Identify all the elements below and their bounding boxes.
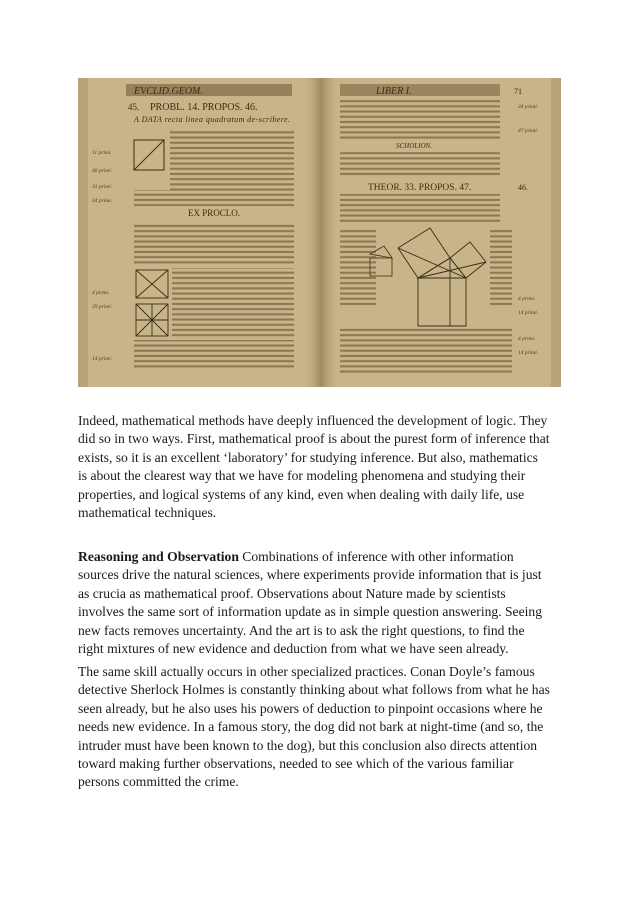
margin-note: 14 primi. <box>92 356 113 362</box>
text-line: Indeed, mathematical methods have deeply influenced the development of logic. They <box>78 413 548 428</box>
right-page-number: 71 <box>514 87 522 96</box>
margin-note: 46 primi. <box>92 168 113 174</box>
left-heading: PROBL. 14. PROPOS. 46. <box>150 102 258 113</box>
text-line: detective Sherlock Holmes is constantly thinking about what follows from what he has <box>78 682 550 698</box>
text-line: did so in two ways. First, mathematical proof is about the purest form of inference that <box>78 431 550 447</box>
text-run: Combinations of inference with other information <box>238 549 514 564</box>
margin-note: 29 primi. <box>92 304 113 310</box>
margin-note: 4 primi. <box>518 296 536 302</box>
text-line <box>78 548 566 566</box>
margin-note: 11 primi. <box>92 150 112 156</box>
paragraph-sherlock-holmes <box>78 663 566 792</box>
right-heading: THEOR. 33. PROPOS. 47. <box>368 183 472 193</box>
right-section: SCHOLION. <box>396 142 432 150</box>
book-photo <box>78 78 561 387</box>
text-line: properties, and logical systems of any kind, even when dealing with daily life, use <box>78 486 525 502</box>
left-page-number: 45. <box>128 102 140 112</box>
text-line: seen already, but he also uses his powers of deduction to pinpoint occasions where he <box>78 700 543 716</box>
margin-note: 4 primi. <box>518 336 536 342</box>
text-line: exists, so it is an excellent ‘laboratory’ for studying inference. But also, mathematics <box>78 449 538 465</box>
text-line: right mixtures of new evidence and deduction from what we have seen already. <box>78 641 509 657</box>
margin-note: 34 primi. <box>518 104 539 110</box>
paragraph-reasoning-observation <box>78 548 566 658</box>
left-section: EX PROCLO. <box>188 208 241 218</box>
text-line: persons committed the crime. <box>78 774 239 790</box>
margin-note: 4 primi. <box>92 290 110 296</box>
text-line: involves the same sort of information update as in simple question answering. Seeing <box>78 604 542 620</box>
margin-note: 14 primi. <box>518 310 539 316</box>
text-line: sources drive the natural sciences, where experiments provide information that is just <box>78 567 542 583</box>
book-illustration <box>78 78 561 387</box>
margin-note: 14 primi. <box>518 350 539 356</box>
right-running-head: LIBER I. <box>376 86 412 97</box>
text-line: as crucia as mathematical proof. Observations about Nature made by scientists <box>78 585 506 601</box>
text-line: toward making further observations, needed to see which of the various familiar <box>78 756 514 772</box>
text-line: intruder must have been known to the dog), but this conclusion also directs attention <box>78 737 538 753</box>
margin-note: 47 primi. <box>518 128 539 134</box>
text-line: The same skill actually occurs in other specialized practices. Conan Doyle’s famous <box>78 664 535 679</box>
left-subheading: A DATA recta linea quadratum de-scribere. <box>134 115 290 124</box>
text-line: mathematical techniques. <box>78 505 217 521</box>
text-line: needs new evidence. In a famous story, the dog did not bark at night-time (and so, the <box>78 719 544 735</box>
right-heading-number: 46. <box>518 183 528 192</box>
text-line: new facts removes uncertainty. And the art is to ask the right questions, to find the <box>78 622 525 638</box>
left-running-head: EVCLID.GEOM. <box>134 86 203 97</box>
text-line: is about the clearest way that we have for modeling phenomena and studying their <box>78 468 526 484</box>
section-heading: Reasoning and Observation <box>78 549 239 564</box>
margin-note: 34 primi. <box>92 198 113 204</box>
margin-note: 31 primi. <box>92 184 113 190</box>
paragraph-mathematical-methods <box>78 412 566 522</box>
